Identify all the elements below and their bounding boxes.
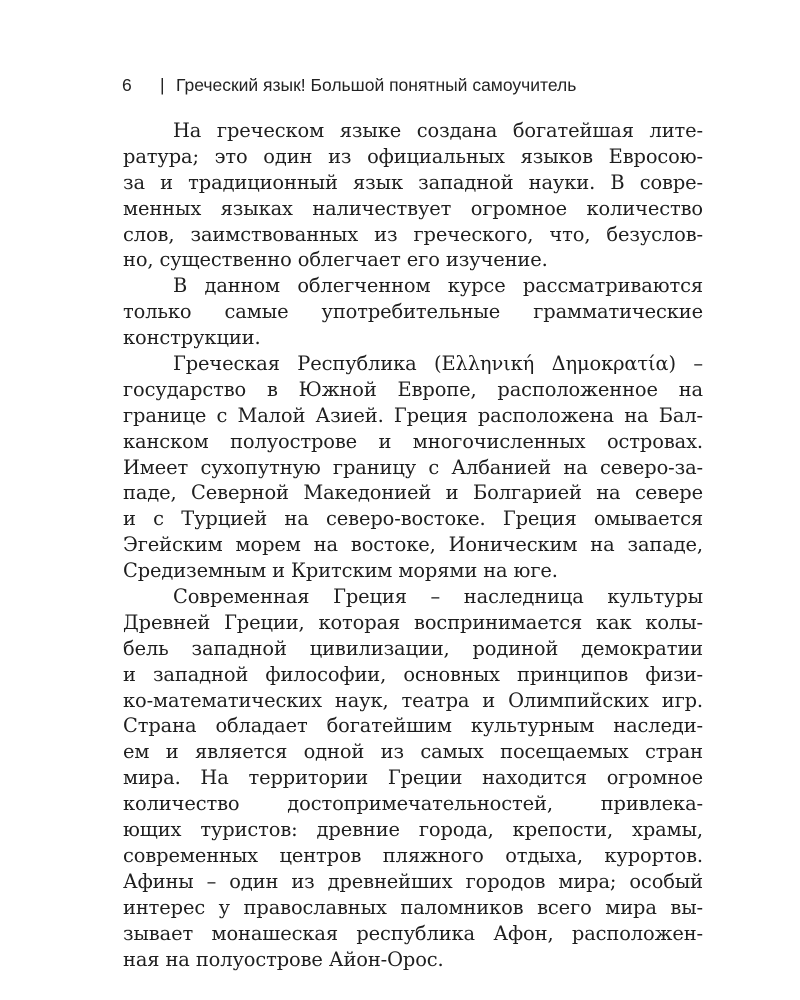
text-line: Страна обладает богатейшим культурным наследи- bbox=[123, 714, 703, 738]
text-line: ратура; это один из официальных языков Евросою- bbox=[123, 144, 703, 168]
text-line: Имеет сухопутную границу с Албанией на северо-за- bbox=[123, 455, 703, 479]
text-line: На греческом языке создана богатейшая лите- bbox=[173, 119, 703, 142]
text-line: Греческая Республика (Ελληνική Δημοκρατία) – bbox=[173, 352, 703, 376]
text-line: и с Турцией на северо-востоке. Греция омывается bbox=[123, 507, 703, 531]
text-line: современных центров пляжного отдыха, курортов. bbox=[123, 843, 703, 867]
running-header bbox=[122, 72, 722, 98]
text-line: мира. На территории Греции находится огромное bbox=[123, 766, 703, 790]
text-line: зывает монашеская республика Афон, расположен- bbox=[123, 921, 703, 945]
text-line: интерес у православных паломников всего мира вы- bbox=[123, 895, 703, 919]
text-line: Эгейским морем на востоке, Ионическим на западе, bbox=[123, 533, 703, 557]
paragraph-3 bbox=[123, 351, 703, 584]
text-line: государство в Южной Европе, расположенное на bbox=[123, 377, 703, 401]
text-line: Средиземным и Критским морями на юге. bbox=[123, 559, 558, 583]
text-line: Древней Греции, которая воспринимается как колы- bbox=[123, 610, 703, 634]
text-line: но, существенно облегчает его изучение. bbox=[123, 248, 548, 272]
paragraph-4 bbox=[123, 584, 703, 972]
text-line: ная на полуострове Айон-Орос. bbox=[123, 947, 444, 971]
text-line: границе с Малой Азией. Греция расположена на Бал- bbox=[123, 403, 703, 427]
paragraph-2 bbox=[123, 273, 703, 351]
body-text bbox=[123, 118, 703, 972]
text-line: и западной философии, основных принципов физи- bbox=[123, 662, 703, 686]
text-line: Афины – один из древнейших городов мира; особый bbox=[123, 869, 703, 893]
text-line: Современная Греция – наследница культуры bbox=[173, 585, 703, 609]
text-line: слов, заимствованных из греческого, что, безуслов- bbox=[123, 222, 703, 246]
text-line: конструкции. bbox=[123, 326, 261, 350]
text-line: ем и является одной из самых посещаемых стран bbox=[123, 740, 703, 764]
text-line: ко-математических наук, театра и Олимпийских игр. bbox=[123, 688, 703, 712]
text-line: только самые употребительные грамматические bbox=[123, 300, 703, 324]
text-line: менных языках наличествует огромное количество bbox=[123, 196, 703, 220]
paragraph-1 bbox=[123, 118, 703, 273]
text-line: ющих туристов: древние города, крепости, храмы, bbox=[123, 818, 703, 842]
book-title: Греческий язык! Большой понятный самоучитель bbox=[176, 75, 577, 95]
header-separator: | bbox=[160, 75, 165, 95]
text-line: за и традиционный язык западной науки. В совре- bbox=[123, 170, 703, 194]
text-line: В данном облегченном курсе рассматриваются bbox=[173, 274, 703, 298]
text-line: канском полуострове и многочисленных островах. bbox=[123, 429, 703, 453]
text-line: количество достопримечательностей, привлека- bbox=[123, 792, 703, 816]
text-line: бель западной цивилизации, родиной демократии bbox=[123, 636, 703, 660]
text-line: паде, Северной Македонией и Болгарией на севере bbox=[123, 481, 703, 505]
page-number: 6 bbox=[122, 75, 132, 95]
